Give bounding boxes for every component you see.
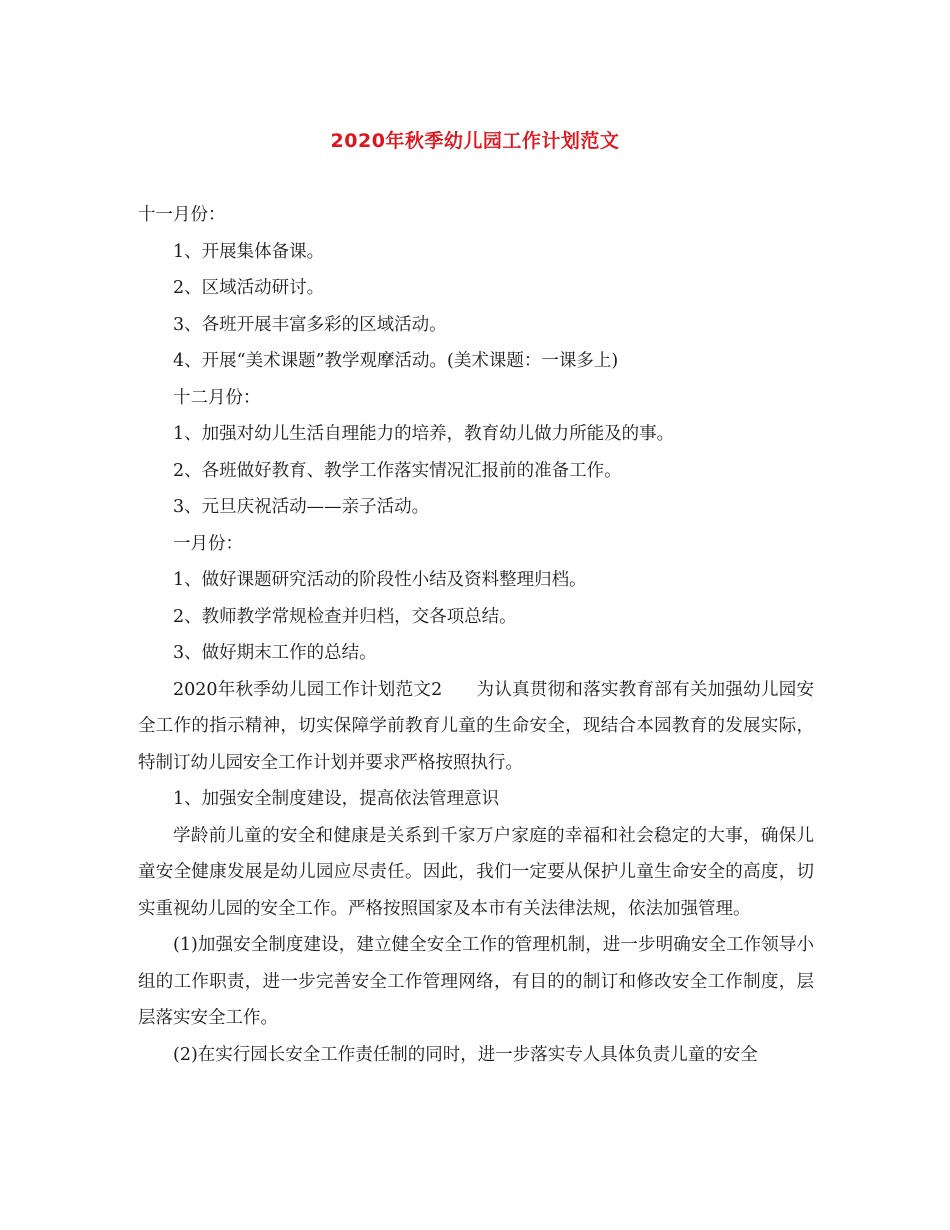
paragraph: 2、各班做好教育、教学工作落实情况汇报前的准备工作。 <box>173 460 622 481</box>
section2-text: 为认真贯彻和落实教育部有关加强幼儿园安全工作的指示精神，切实保障学前教育儿童的生命安全，现结合本园教育的发展实际，特制订幼儿园安全工作计划并要求严格按照执行。 <box>138 679 815 773</box>
paragraph: 1、做好课题研究活动的阶段性小结及资料整理归档。 <box>173 570 587 590</box>
document-body <box>138 197 814 1073</box>
section2-paragraph <box>138 672 814 782</box>
paragraph: 1、加强对幼儿生活自理能力的培养，教育幼儿做力所能及的事。 <box>173 424 675 444</box>
document-title: 2020年秋季幼儿园工作计划范文 <box>330 130 620 152</box>
paragraph: 3、元旦庆祝活动——亲子活动。 <box>173 497 430 517</box>
paragraph: 十二月份： <box>173 387 261 408</box>
paragraph: 2、教师教学常规检查并归档，交各项总结。 <box>173 606 517 627</box>
paragraph: 3、做好期末工作的总结。 <box>173 643 377 663</box>
paragraph: 3、各班开展丰富多彩的区域活动。 <box>173 314 447 335</box>
paragraph: 一月份： <box>173 533 243 554</box>
paragraph: 十一月份： <box>138 205 226 225</box>
paragraph: 2、区域活动研讨。 <box>173 278 325 298</box>
paragraph: (2)在实行园长安全工作责任制的同时，进一步落实专人具体负责儿童的安全 <box>173 1044 758 1065</box>
paragraph: 1、加强安全制度建设，提高依法管理意识 <box>173 789 500 809</box>
paragraph: (1)加强安全制度建设，建立健全安全工作的管理机制，进一步明确安全工作领导小组的工作职责，进一步完善安全工作管理网络，有目的的制订和修改安全工作制度，层层落实安全工作。 <box>138 935 814 1028</box>
section2-heading: 2020年秋季幼儿园工作计划范文2 <box>173 679 443 700</box>
paragraph: 4、开展“美术课题”教学观摩活动。(美术课题：一课多上) <box>173 351 619 371</box>
paragraph: 1、开展集体备课。 <box>173 241 325 262</box>
paragraph: 学龄前儿童的安全和健康是关系到千家万户家庭的幸福和社会稳定的大事，确保儿童安全健康发展是幼儿园应尽责任。因此，我们一定要从保护儿童生命安全的高度，切实重视幼儿园的安全工作。严格按照国家及本市有关法律法规，依法加强管理。 <box>138 825 814 919</box>
